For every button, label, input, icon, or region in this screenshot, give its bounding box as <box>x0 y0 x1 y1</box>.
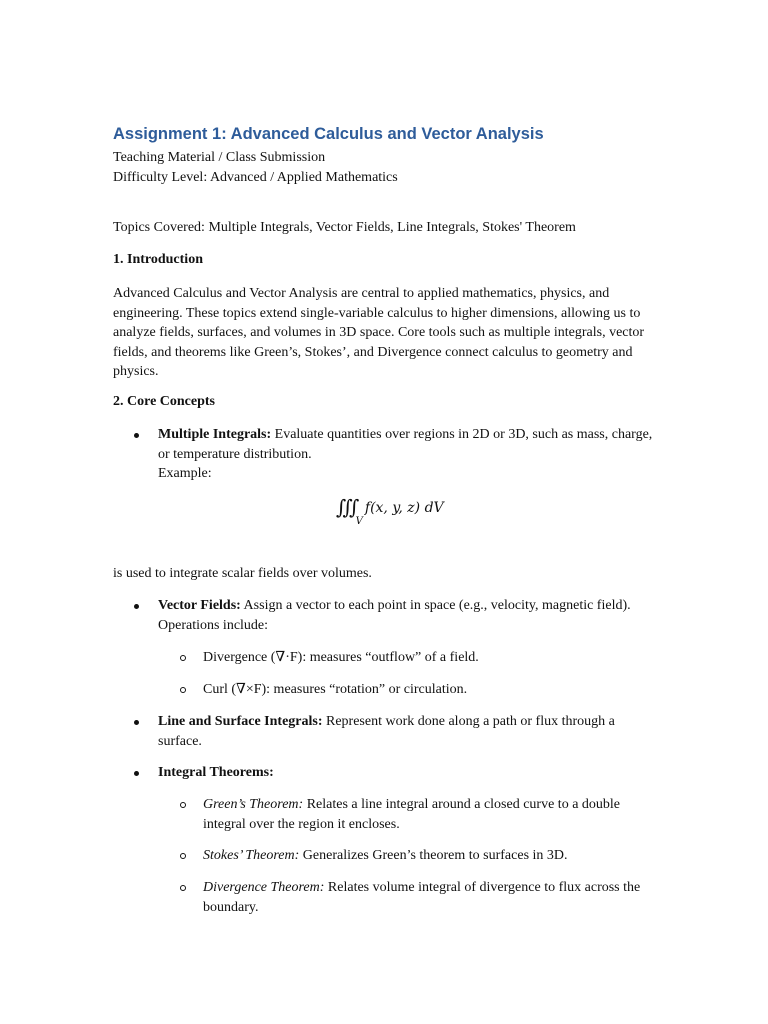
bullet-text-multiple-integrals: Evaluate quantities over regions in 2D or 3D, such as mass, charge, or temperature distribution. <box>158 427 653 462</box>
meta-line-submission: Teaching Material / Class Submission <box>113 150 326 165</box>
greens-theorem-label: Green’s Theorem: <box>203 797 304 812</box>
example-label: Example: <box>158 466 212 481</box>
divergence-theorem-label: Divergence Theorem: <box>203 880 325 895</box>
assignment-title: Assignment 1: Advanced Calculus and Vector Analysis <box>113 125 544 143</box>
bullet-text-line-surface: Represent work done along a path or flux through a surface. <box>158 714 615 749</box>
bullet-label-multiple-integrals: Multiple Integrals: <box>158 427 272 442</box>
integral-expression: f(x, y, z) dV <box>364 500 444 516</box>
subitem-stokes-theorem <box>203 846 663 866</box>
divergence-theorem-text: Relates volume integral of divergence to flux across the boundary. <box>203 880 641 915</box>
greens-theorem-text: Relates a line integral around a closed curve to a double integral over the region it encloses. <box>203 797 621 832</box>
formula-explanation: is used to integrate scalar fields over volumes. <box>113 566 372 581</box>
document-meta <box>113 148 398 187</box>
bullet-label-vector-fields: Vector Fields: <box>158 598 241 613</box>
bullet-text-vector-fields: Assign a vector to each point in space (e.g., velocity, magnetic field). Operations include: <box>158 598 631 633</box>
bullet-vector-fields <box>158 596 658 635</box>
bullet-label-line-surface: Line and Surface Integrals: <box>158 714 323 729</box>
section-heading-introduction: 1. Introduction <box>113 252 203 267</box>
subitem-greens-theorem <box>203 795 663 834</box>
introduction-paragraph: Advanced Calculus and Vector Analysis are central to applied mathematics, physics, and engineering. These topics extend single-variable calculus to higher dimensions, allowing us to analyze fields, surfaces, and volumes in 3D space. Core tools such as multiple integrals, vector fields, and theorems like Green’s, Stokes’, and Divergence connect calculus to geometry and physics. <box>113 286 645 379</box>
integral-subscript: V <box>355 516 363 527</box>
stokes-theorem-text: Generalizes Green’s theorem to surfaces in 3D. <box>299 848 568 863</box>
subitem-divergence-theorem <box>203 878 663 917</box>
stokes-theorem-label: Stokes’ Theorem: <box>203 848 300 863</box>
meta-line-difficulty: Difficulty Level: Advanced / Applied Mathematics <box>113 169 398 185</box>
subitem-curl: Curl (∇×F): measures “rotation” or circulation. <box>203 680 663 700</box>
triple-integral-sign: ∭ <box>336 495 354 519</box>
subitem-divergence: Divergence (∇·F): measures “outflow” of a field. <box>203 648 663 668</box>
section-heading-core-concepts: 2. Core Concepts <box>113 394 216 409</box>
bullet-multiple-integrals <box>158 425 658 484</box>
triple-integral-formula <box>336 495 444 527</box>
topics-covered: Topics Covered: Multiple Integrals, Vector Fields, Line Integrals, Stokes' Theorem <box>113 220 576 235</box>
bullet-integral-theorems <box>158 763 658 783</box>
bullet-label-integral-theorems: Integral Theorems: <box>158 765 274 780</box>
bullet-line-surface-integrals <box>158 712 658 751</box>
